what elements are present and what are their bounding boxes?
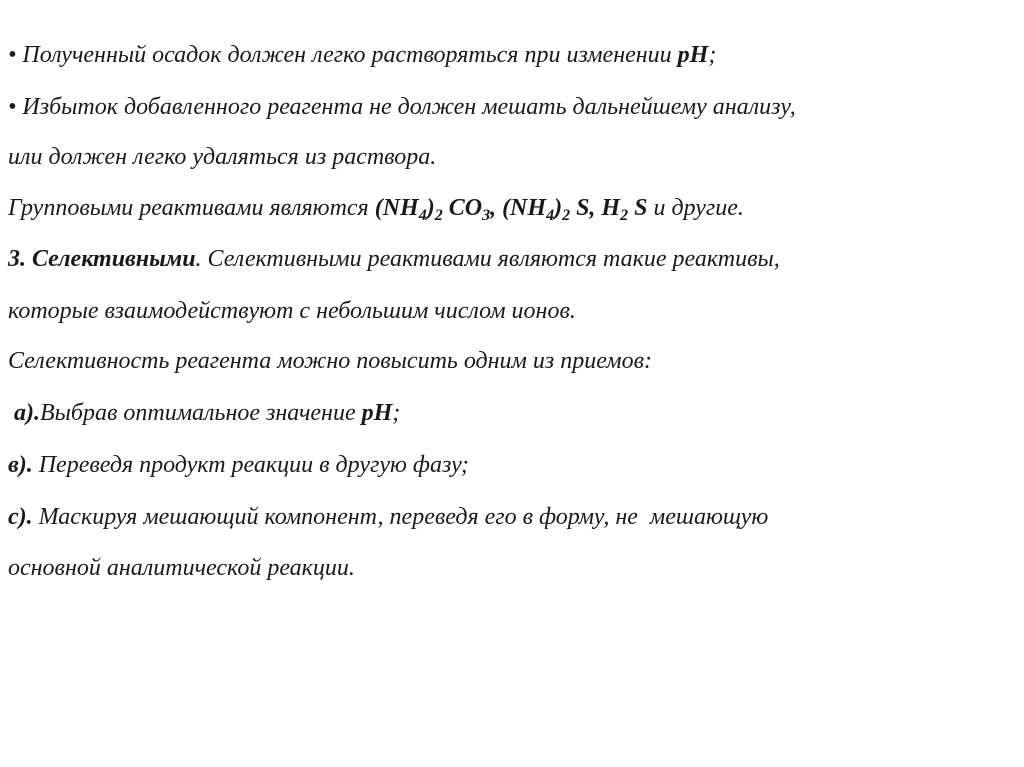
- text-line-7: [8, 346, 1008, 376]
- subscript: 2: [620, 207, 629, 224]
- subscript: 2: [434, 207, 443, 224]
- item-label: а).: [8, 400, 40, 426]
- ph-term: pH: [677, 42, 709, 68]
- bullet: •: [8, 94, 17, 120]
- text-line-9: [8, 450, 1008, 480]
- line-text: Переведя продукт реакции в другую фазу;: [32, 452, 469, 478]
- item-label: в).: [8, 452, 33, 478]
- subscript: 2: [562, 207, 571, 224]
- text-line-1: [8, 40, 1008, 70]
- formula-part: , (NH: [490, 195, 547, 221]
- line-text: Селективность реагента можно повысить одним из приемов:: [8, 348, 653, 374]
- text-line-11: [8, 553, 1008, 583]
- text-line-5: [8, 244, 1008, 274]
- line-end: ;: [392, 400, 401, 426]
- formula-part: ): [426, 195, 435, 221]
- formula-part: ): [554, 195, 563, 221]
- formula-part: CO: [442, 195, 483, 221]
- formula-part: S: [628, 195, 648, 221]
- line-text: или должен легко удаляться из раствора.: [8, 144, 437, 170]
- line-text: Групповыми реактивами являются: [8, 195, 375, 221]
- text-line-4: [8, 193, 1008, 223]
- formula-part: S, H: [570, 195, 621, 221]
- line-end: и другие.: [647, 195, 744, 221]
- section-heading: 3. Селективными: [8, 246, 196, 272]
- line-end: ;: [708, 42, 717, 68]
- line-text: которые взаимодействуют с небольшим числом ионов.: [8, 298, 576, 324]
- bullet: •: [8, 42, 17, 68]
- item-label: с).: [8, 504, 33, 530]
- line-text: основной аналитической реакции.: [8, 555, 355, 581]
- text-line-2: [8, 92, 1008, 122]
- subscript: 4: [418, 207, 427, 224]
- formula-part: (NH: [374, 195, 419, 221]
- ph-term: pH: [361, 400, 393, 426]
- text-line-8: [8, 398, 1008, 428]
- line-text: Избыток добавленного реагента не должен мешать дальнейшему анализу,: [16, 94, 796, 120]
- text-line-3: [8, 142, 1008, 172]
- line-text: . Селективными реактивами являются такие реактивы,: [195, 246, 780, 272]
- line-text: Выбрав оптимальное значение: [40, 400, 362, 426]
- text-line-10: [8, 502, 1008, 532]
- formula-ammonium-carbonate: [374, 195, 491, 224]
- formula-sulfides: [490, 195, 648, 224]
- line-text: Полученный осадок должен легко растворяться при изменении: [16, 42, 678, 68]
- subscript: 4: [546, 207, 555, 224]
- subscript: 3: [482, 207, 491, 224]
- text-line-6: [8, 296, 1008, 326]
- line-text: Маскируя мешающий компонент, переведя его в форму, не мешающую: [32, 504, 769, 530]
